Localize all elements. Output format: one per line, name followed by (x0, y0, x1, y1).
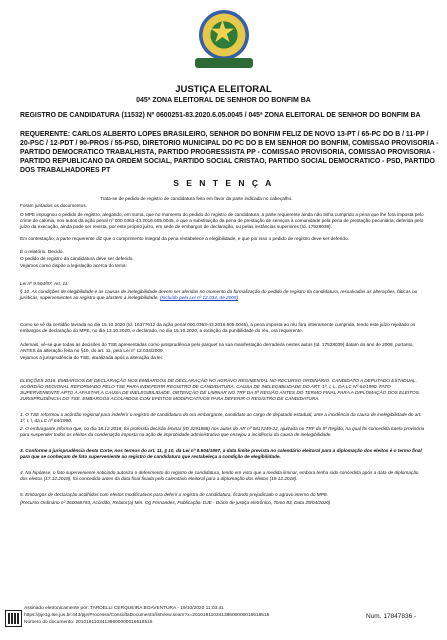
signature-qr-icon (5, 610, 22, 627)
ementa-item: 1. O TSE reformou o acórdão regional para indeferir o registro de candidatura do ora embargante, candidato ao cargo de deputado estadual, ante a incidência da causa de inelegibilidade do art. 1º, I, l, da LC nº 64/1990. (20, 412, 422, 423)
ementa-heading: ELEIÇÕES 2018. EMBARGOS DE DECLARAÇÃO NOS EMBARGOS DE DECLARAÇÃO NO AGRAVO REGIMENTAL NO RECURSO ORDINÁRIO. CANDIDATO A DEPUTADO ESTADUAL. ACÓRDÃO REGIONAL REFORMADO PELO TSE PARA INDEFERIR REGISTRO DE CANDIDATURA. CAUSA DE INELEGIBILIDADE DO ART. 1º, I, L, DA LC Nº 64/1990. FATO SUPERVENIENTE APTO A AFASTAR A CAUSA DE INELEGIBILIDADE. OBTENÇÃO DE LIMINAR NO TRF DA 5ª REGIÃO ANTES DO TERMO FINAL PARA A DIPLOMAÇÃO DOS ELEITOS. JURISPRUDÊNCIA DO TSE. EMBARGOS ACOLHIDOS COM EFEITOS MODIFICATIVOS PARA DEFERIR O REGISTRO DE CANDIDATURA. (20, 378, 421, 401)
ementa-item: 5. Embargos de declaração acolhidos com efeitos modificativos para deferir o registro de candidatura, ficando prejudicado o agravo interno do MPE. (20, 492, 329, 497)
document-title: S E N T E N Ç A (173, 178, 274, 188)
law-link[interactable]: (Incluído pela Lei nº 12.034, de 2009) (159, 295, 239, 300)
republic-crest-icon: ★ (195, 8, 253, 72)
document-url[interactable]: https://pje1g.tse.jus.br:443/pje/Processo/ConsultaDocumento/listView.seam?x=20101911034138600000016618515 (24, 613, 270, 618)
ementa-item: 4. Na hipótese, o fato superveniente noticiado autoriza o deferimento do registro de candidatura, tendo em vista que a medida liminar, embora tenha sido concedida após a data de diplomação dos eleitos (17.12.2018), foi concedida antes da data final fixada pelo calendário eleitoral para a diplomação dos eleitos (19.12.2018). (20, 470, 419, 481)
paragraph: Trata-se de pedido de registro de candidatura feito em favor da parte indicada no cabeçalho. (100, 196, 293, 201)
paragraph: Foram juntados os documentos. (20, 203, 87, 208)
ementa-item: 2. O embargante informa que, no dia 18.12.2018, foi proferida decisão liminar (ID 3291888) nos autos do AR nº 0817249-22, ajuizada no TRF da 5ª Região, na qual foi concedida tutela provisória para suspender todos os efeitos da condenação imposta na ação de improbidade administrativa que ensejou a incidência da causa de inelegibilidade. (20, 426, 425, 437)
signature-line: Assinado eletronicamente por: TARDELLI CERQUEIRA BOAVENTURA - 19/10/2020 11:03:41 (24, 606, 224, 611)
electoral-zone: 045ª ZONA ELEITORAL DE SENHOR DO BONFIM BA (136, 97, 311, 104)
paragraph: É o relatório. Decido. (20, 249, 64, 254)
court-name: JUSTIÇA ELEITORAL (175, 84, 272, 95)
paragraph: Vejamos a jurisprudência do TSE, atualizada após a alteração da lei: (20, 355, 163, 360)
ementa-item: 3. Conforme a jurisprudência desta Corte, nos termos do art. 11, § 10, da Lei nº 9.504/1997, a data limite prevista no calendário eleitoral para a diplomação dos eleitos é o termo final para que se conheçam de fato superveniente ao registro de candidatura que restabeleça a condição de elegibilidade. (20, 448, 422, 459)
page-number: Num. 17847836 - (366, 613, 417, 620)
paragraph: Vejamos como dispõe a legislação acerca do tema: (20, 263, 127, 268)
law-reference: Lei nº 9.504/97, Art. 11: (20, 281, 69, 286)
law-quote (20, 289, 426, 301)
case-number: REGISTRO DE CANDIDATURA (11532) Nº 0600251-83.2020.6.05.0045 / 045ª ZONA ELEITORAL DE SENHOR DO BONFIM BA (20, 112, 421, 119)
paragraph: Ademais, vê-se que todas as decisões do TSE apresentadas como jurisprudência pelo parquet na sua manifestação derradeira nestes autos (Id. 17528039) datam do ano de 2008, portanto, ANTES da alteração feita no §10, do art. 11, pela Lei nº 12.034/2009. (20, 342, 414, 353)
ementa-citation: (Recurso Ordinário nº 060068793, Acórdão, Relator(a) Min. Og Fernandes, Publicação: DJE - Diário de justiça eletrônico, Tomo 83, Data 29/04/2020) (20, 500, 331, 505)
paragraph: Como se vê da certidão lavrada no dia 15.10.2020 (Id. 16377612 da ação penal 000.0363-43.2016.605.0045), a pena imposta ao réu fora inteiramente cumprida, tendo este juízo rejeitado os embargos de declaração do MPE, no dia 13.10.2020, e declarado, no dia 15.10.2020, a extinção da punibilidade do réu, ora requerente. (20, 322, 416, 333)
paragraph: Em contestação, a parte requerente diz que o cumprimento integral da pena restabelece a elegibilidade, e que por isso o pedido de registro deve ser deferido. (20, 236, 349, 241)
applicant: REQUERENTE: CARLOS ALBERTO LOPES BRASILEIRO, SENHOR DO BONFIM FELIZ DE NOVO 13-PT / 65-PC DO B / 11-PP / 20-PSC / 12-PDT / 90-PROS / 55-PSD, DIRETORIO MUNICIPAL DO PC DO B EM SENHOR DO BONFIM, COMISSAO PROVISORIA - PARTIDO DEMOCRATICO TRABALHISTA, PARTIDO PROGRESSISTA PP - COMISSAO PROVISORIA, COMISSAO PROVISORIA - PARTIDO REPUBLICANO DA ORDEM SOCIAL, PARTIDO SOCIAL CRISTAO, PARTIDO SOCIAL DEMOCRATICO - PSD, PARTIDO DOS TRABALHADORES PT (20, 131, 439, 174)
paragraph: O MPE impugnou o pedido de registro, alegando, em suma, que no momento do pedido do registro de candidatura, a parte requerente ainda não tinha cumprido a pena que lhe fora imposta pelo crime de calúnia, nos autos da ação penal nº 000.0363-43.2016.605.0045, e que a substituição da pena de prestação de serviços à comunidade pela pena de prestação pecuniária, deferida pelo juízo da execução, ainda pode ser revista, por este próprio juízo, em sede de embargos de declaração, ou pelas instâncias superiores (Id. 17528039). (20, 212, 424, 229)
document-number: Número do documento: 20101911034138600000016618515 (24, 620, 153, 625)
law-quote-text: § 10. As condições de elegibilidade e as causas de inelegibilidade devem ser aferidas no momento da formalização do pedido de registro da candidatura, ressalvadas as alterações, fáticas ou jurídicas, supervenientes ao registro que afastem a inelegibilidade. (20, 289, 418, 300)
paragraph: O pedido de registro da candidatura deve ser deferido. (20, 256, 134, 261)
